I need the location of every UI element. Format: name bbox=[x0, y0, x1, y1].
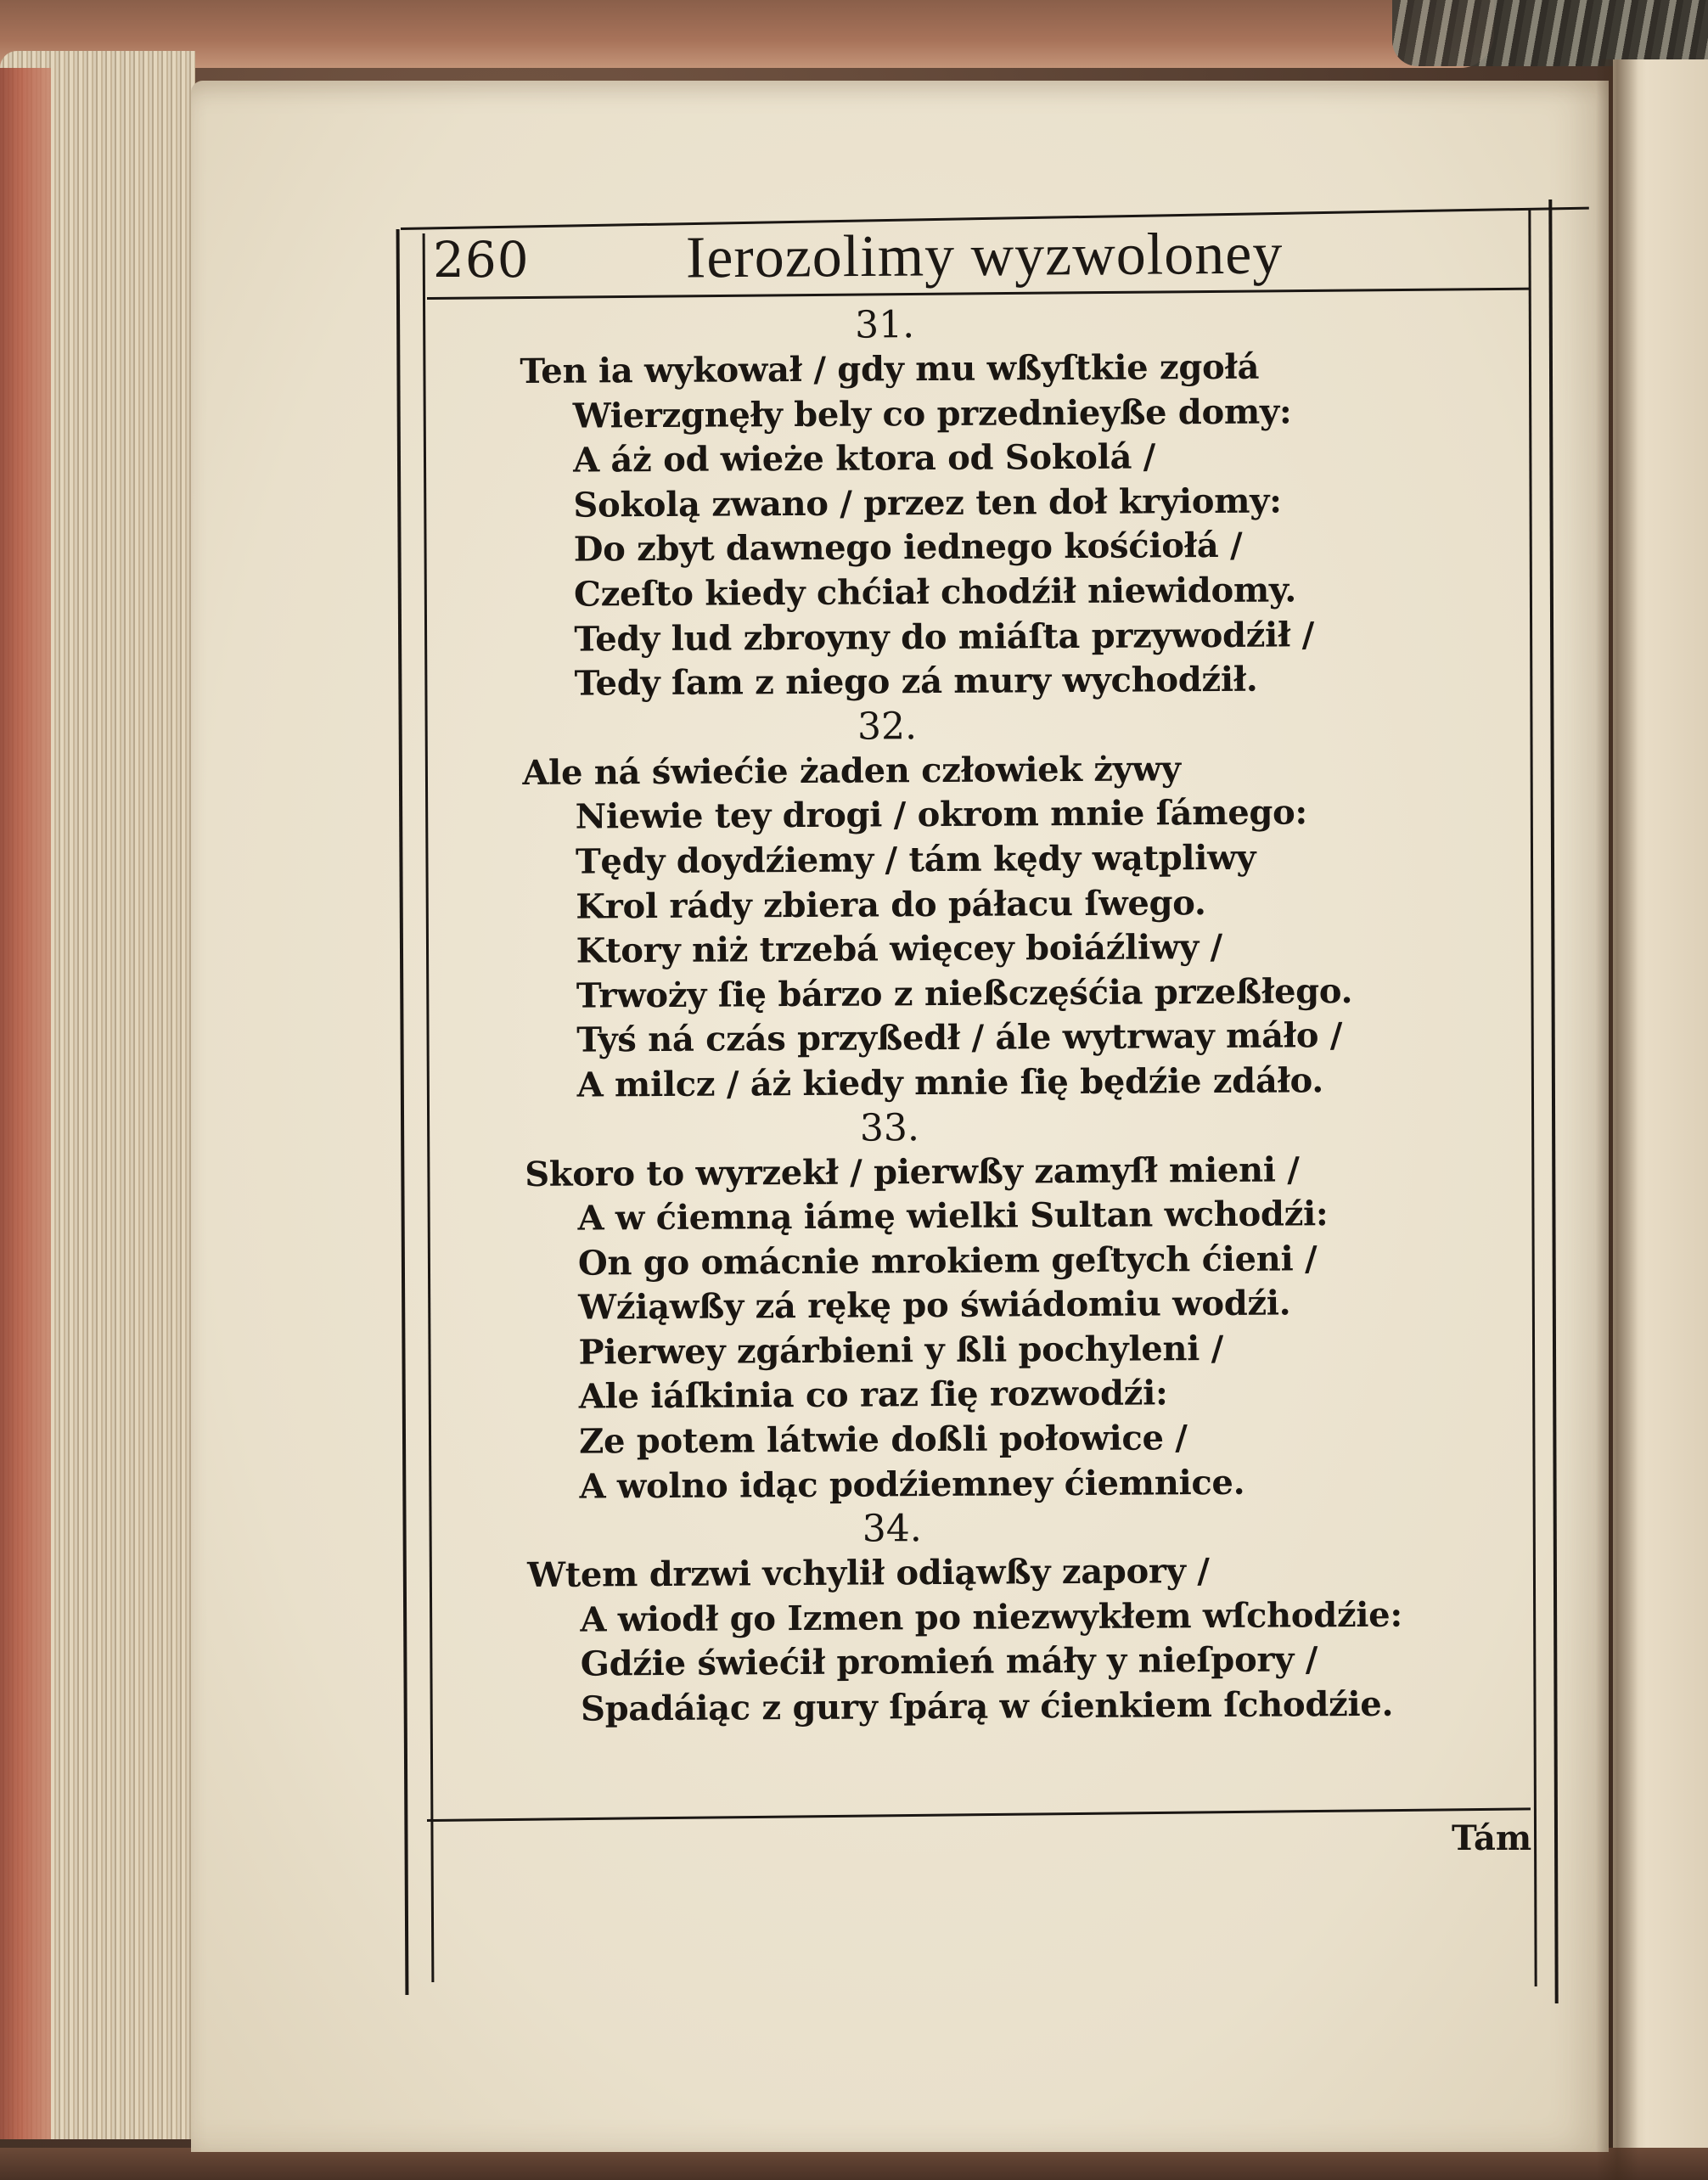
verse-line: Tedy ſam z niego zá mury wychodźił. bbox=[574, 659, 1258, 704]
running-title: Ierozolimy wyzwoloney bbox=[685, 221, 1284, 291]
verse-line: A wolno idąc podźiemney ćiemnice. bbox=[579, 1462, 1245, 1507]
stanza bbox=[520, 300, 1524, 707]
verse-line: A wiodł go Izmen po niezwykłem wſchodźie: bbox=[580, 1594, 1402, 1640]
verse-line: A milcz / áż kiedy mnie ſię będźie zdáło. bbox=[576, 1060, 1324, 1105]
verse-line: Gdźie świećił promień máły y nieſpory / bbox=[580, 1639, 1318, 1685]
verse-line: Wierzgnęły bely co przednieyße domy: bbox=[572, 391, 1292, 436]
verse-text-column bbox=[520, 300, 1530, 1733]
page-gutter-shadow bbox=[1596, 59, 1638, 2180]
verse-line: Trwoży ſię bárzo z nießczęśćia przeßłego. bbox=[576, 970, 1353, 1016]
verse-line: Spadáiąc z gury ſpárą w ćienkiem ſchodźie. bbox=[580, 1683, 1394, 1729]
red-fore-edge bbox=[0, 68, 51, 2139]
stanza bbox=[522, 701, 1526, 1109]
verse-line: Wtem drzwi vchylił odiąwßy zapory / bbox=[526, 1551, 1210, 1596]
verse-line: A w ćiemną iámę wielki Sultan wchodźi: bbox=[577, 1194, 1329, 1239]
verse-line: Skoro to wyrzekł / pierwßy zamyſł mieni / bbox=[525, 1149, 1300, 1194]
verse-line: Wźiąwßy zá rękę po świádomiu wodźi. bbox=[578, 1283, 1291, 1328]
verse-line: A áż od wieże ktora od Sokolá / bbox=[572, 436, 1156, 480]
verse-line: Krol rády zbiera do páłacu ſwego. bbox=[576, 882, 1206, 927]
verse-line: Tedy lud zbroyny do miáſta przywodźił / bbox=[574, 614, 1315, 660]
stanza bbox=[525, 1102, 1529, 1509]
stanza-number: 33. bbox=[859, 1105, 920, 1150]
verse-line: Czeſto kiedy chćiał chodźił niewidomy. bbox=[573, 570, 1297, 615]
verse-line: Tyś ná czás przyßedł / ále wytrway máło / bbox=[576, 1015, 1343, 1060]
stanza-number: 31. bbox=[854, 303, 915, 347]
verse-line: Ale iáſkinia co raz ſię rozwodźi: bbox=[578, 1373, 1168, 1418]
page-number: 260 bbox=[433, 231, 530, 289]
catchword: Tám bbox=[1452, 1818, 1532, 1858]
verse-line: Ktory niż trzebá więcey boiáźliwy / bbox=[576, 927, 1223, 971]
verse-line: Niewie tey drogi / okrom mnie ſámego: bbox=[575, 792, 1308, 837]
verse-line: Do zbyt dawnego iednego kośćiołá / bbox=[573, 525, 1243, 570]
verse-line: On go omácnie mrokiem geſtych ćieni / bbox=[577, 1238, 1318, 1284]
book-headband bbox=[1392, 0, 1708, 66]
stanza-number: 34. bbox=[862, 1507, 922, 1551]
verse-line: Ale ná świećie żaden człowiek żywy bbox=[522, 749, 1181, 793]
verse-line: Tędy doydźiemy / tám kędy wątpliwy bbox=[575, 837, 1256, 882]
verse-line: Sokolą zwano / przez ten doł kryiomy: bbox=[573, 480, 1282, 525]
verse-line: Ze potem látwie doßli połowice / bbox=[579, 1418, 1188, 1462]
book-cover-top bbox=[0, 0, 1494, 68]
book-cover-bottom bbox=[0, 2148, 1708, 2180]
stanza-number: 32. bbox=[857, 704, 918, 749]
stanza bbox=[527, 1503, 1531, 1733]
verse-line: Ten ia wykował / gdy mu wßyſtkie zgołá bbox=[520, 346, 1260, 391]
verse-line: Pierwey zgárbieni y ßli pochyleni / bbox=[578, 1328, 1224, 1373]
